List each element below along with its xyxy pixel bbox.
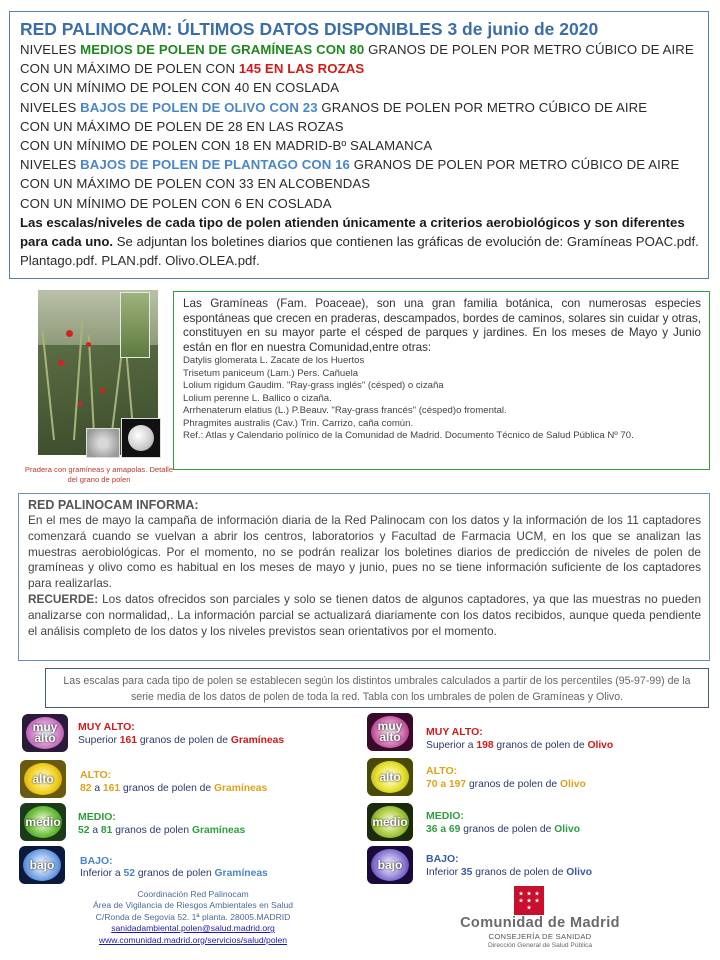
logo-directorate: Dirección General de Salud Pública (487, 942, 593, 949)
grass-level-line: NIVELES MEDIOS DE POLEN DE GRAMÍNEAS CON 80 GRANOS DE POLEN POR METRO CÚBICO DE AIRE (20, 42, 694, 57)
grass-high-label: ALTO: (80, 769, 112, 781)
pollen-micrograph-small (86, 428, 120, 458)
email-link[interactable]: sanidadambiental.polen@salud.madrid.org (111, 923, 275, 934)
website-link[interactable]: www.comunidad.madrid.org/servicios/salud/polen (98, 934, 288, 945)
olive-medium-label: MEDIO: (426, 810, 464, 822)
species-item: Trisetum paniceum (Lam.) Pers. Cañuela (183, 367, 359, 379)
scales-note: Las escalas/niveles de cada tipo de polen atienden únicamente a criterios aerobiológicos y son diferentes para cada uno. Se adjuntan los boletines diarios que contienen las gráficas de evolución de: Gramíneas POAC.pdf. Plantago.pdf. PLAN.pdf. Olivo.OLEA.pdf. (20, 214, 699, 269)
grass-very-high-desc: Superior 161 granos de polen de Gramíneas (78, 735, 285, 746)
grass-max-line: CON UN MÁXIMO DE POLEN CON 145 EN LAS ROZAS (20, 61, 365, 77)
informa-title: RED PALINOCAM INFORMA: (28, 498, 199, 512)
recuerde-paragraph: RECUERDE: Los datos ofrecidos son parciales y solo se tienen datos de algunos captadores, ya que las muestras no pueden analizarse con normalidad,. La información parcial se actualizará diariamente con los datos recibidos, aunque queda pendiente el análisis completo de los datos y los niveles previstos sean orientativos por el momento. (28, 591, 701, 638)
footer-area: Área de Vigilancia de Riesgos Ambientales en Salud (92, 900, 293, 911)
species-item: Datylis glomerata L. Zacate de los Huertos (183, 355, 365, 366)
reference-item: Ref.: Atlas y Calendario polínico de la Comunidad de Madrid. Documento Técnico de Salud Pública Nº 70. (183, 430, 634, 441)
informa-box (18, 493, 710, 661)
logo-department: CONSEJERÍA DE SANIDAD (488, 932, 592, 941)
thresholds-note-box (45, 668, 709, 708)
madrid-flag-logo (514, 886, 544, 915)
thresholds-note: Las escalas para cada tipo de polen se establecen según los distintos umbrales calculados a partir de los percentiles (95-97-99) de la serie media de los datos de polen de toda la red. Tabla con los umbrales de polen de Gramíneas y Olivo. (63, 675, 691, 703)
olive-high-desc: 70 a 197 granos de polen de Olivo (426, 779, 586, 790)
olive-min-line: CON UN MÍNIMO DE POLEN CON 18 EN MADRID-Bº SALAMANCA (20, 138, 433, 154)
species-item: Arrhenaterum elatius (L.) P.Beauv. "Ray-grass francés" (césped)o fromental. (183, 405, 507, 416)
species-item: Lolium rigidum Gaudim. "Ray-grass inglés" (césped) o cizaña (183, 380, 444, 391)
species-item: Phragmites australis (Cav.) Trin. Carrizo, caña común. (183, 417, 414, 429)
low-level-icon: bajo (19, 846, 65, 884)
grass-high-desc: 82 a 161 granos de polen de Gramíneas (80, 783, 268, 794)
grass-very-high-label: MUY ALTO: (78, 721, 135, 733)
plantago-min-line: CON UN MÍNIMO DE POLEN CON 6 EN COSLADA (20, 195, 332, 211)
olive-very-high-label: MUY ALTO: (426, 726, 483, 738)
plantago-max-line: CON UN MÁXIMO DE POLEN CON 33 EN ALCOBENDAS (20, 176, 371, 192)
photo-caption: Pradera con gramíneas y amapolas. Detalle del grano de polen (24, 465, 174, 484)
species-item: Lolium perenne L. Ballico o cizaña. (183, 392, 332, 404)
grass-medium-label: MEDIO: (78, 811, 116, 823)
footer-address: C/Ronda de Segovia 52. 1ª planta. 28005.MADRID (95, 911, 291, 922)
footer-coordination: Coordinación Red Palinocam (137, 889, 249, 899)
very-high-level-icon: muy alto (22, 714, 68, 752)
pollen-grain-micrograph (121, 418, 161, 458)
grass-medium-desc: 52 a 81 granos de polen Gramíneas (78, 825, 246, 836)
grass-low-desc: Inferior a 52 granos de polen Gramíneas (80, 868, 268, 879)
grasses-info-box (173, 291, 710, 470)
logo-name: Comunidad de Madrid (460, 915, 620, 931)
summary-box (9, 11, 709, 279)
grass-spike-inset (120, 292, 150, 358)
summary-title: RED PALINOCAM: ÚLTIMOS DATOS DISPONIBLES 3 de junio de 2020 (20, 19, 599, 39)
plantago-level-line: NIVELES BAJOS DE POLEN DE PLANTAGO CON 16 GRANOS DE POLEN POR METRO CÚBICO DE AIRE (20, 157, 680, 173)
olive-level-line: NIVELES BAJOS DE POLEN DE OLIVO CON 23 GRANOS DE POLEN POR METRO CÚBICO DE AIRE (20, 99, 648, 115)
species-list (183, 355, 709, 443)
olive-medium-desc: 36 a 69 granos de polen de Olivo (426, 824, 580, 835)
contact-footer (60, 889, 326, 946)
high-level-icon: alto (20, 760, 66, 798)
grass-min-line: CON UN MÍNIMO DE POLEN CON 40 EN COSLADA (20, 80, 340, 96)
olive-very-high-desc: Superior a 198 granos de polen de Olivo (426, 740, 614, 751)
medium-level-icon: medio (20, 803, 66, 841)
olive-low-desc: Inferior 35 granos de polen de Olivo (426, 867, 593, 878)
grasses-paragraph: Las Gramíneas (Fam. Poaceae), son una gran familia botánica, con numerosas especies espontáneas que crecen en praderas, descampados, bordes de caminos, solares sin cuidar y otras, constituyen en su mayor parte el césped de parques y jardines. En los meses de Mayo y Junio están en flor en nuestra Comunidad,entre otras: (183, 297, 701, 354)
olive-max-line: CON UN MÁXIMO DE POLEN DE 28 EN LAS ROZAS (20, 118, 344, 134)
olive-high-label: ALTO: (426, 765, 458, 777)
low-level-icon: bajo (367, 846, 413, 884)
medium-level-icon: medio (367, 803, 413, 841)
grass-low-label: BAJO: (80, 855, 113, 867)
informa-paragraph: En el mes de mayo la campaña de información diaria de la Red Palinocam con los datos y la información de los 11 captadores comenzará cuando se vuelvan a abrir los centros, laboratorios y Facultad de Farmacia UCM, en los que se analizan las muestras aerobiológicas. Por el momento, no se podrán realizar los boletines diarios de predicción de niveles de polen de gramíneas y olivo como es habitual en los meses de mayo y junio, pues no se tiene información suficiente de los captadores para realizarlas. (28, 513, 701, 591)
high-level-icon: alto (367, 758, 413, 796)
very-high-level-icon: muy alto (367, 713, 413, 751)
olive-low-label: BAJO: (426, 853, 459, 865)
